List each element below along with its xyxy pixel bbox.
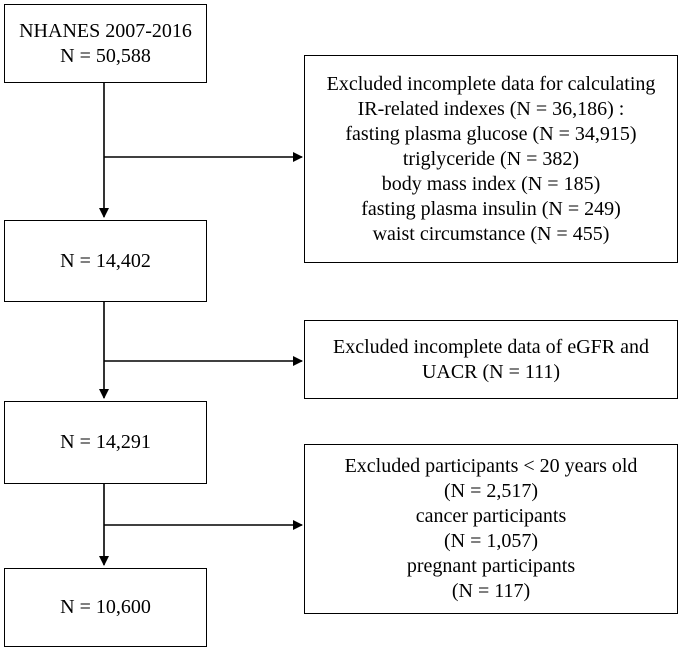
start-box xyxy=(4,4,207,83)
exclusion3-line: (N = 1,057) xyxy=(443,530,539,552)
step1-box xyxy=(4,220,207,302)
exclusion1-line: body mass index (N = 185) xyxy=(381,172,601,195)
start-count: N = 50,588 xyxy=(60,44,151,67)
exclusion3-line: Excluded participants < 20 years old xyxy=(344,455,638,477)
step1-count: N = 14,402 xyxy=(60,249,151,272)
exclusion3-box xyxy=(304,444,678,614)
exclusion1-box xyxy=(304,55,678,263)
final-box xyxy=(4,568,207,647)
final-count: N = 10,600 xyxy=(60,596,151,618)
exclusion1-line: fasting plasma glucose (N = 34,915) xyxy=(345,122,637,145)
exclusion1-line: fasting plasma insulin (N = 249) xyxy=(361,197,621,220)
exclusion3-line: pregnant participants xyxy=(406,555,576,577)
step2-box xyxy=(4,401,207,484)
exclusion1-line: waist circumstance (N = 455) xyxy=(372,222,610,245)
exclusion1-line: triglyceride (N = 382) xyxy=(402,147,580,170)
exclusion1-line: IR-related indexes (N = 36,186) : xyxy=(357,97,625,120)
exclusion2-line: Excluded incomplete data of eGFR and xyxy=(332,335,649,358)
exclusion1-line: Excluded incomplete data for calculating xyxy=(326,72,656,95)
exclusion3-line: (N = 2,517) xyxy=(443,480,539,502)
step2-count: N = 14,291 xyxy=(60,431,151,453)
exclusion3-line: cancer participants xyxy=(415,505,567,527)
exclusion2-line: UACR (N = 111) xyxy=(421,360,561,383)
start-title: NHANES 2007-2016 xyxy=(19,19,192,42)
exclusion2-box xyxy=(304,320,678,399)
exclusion3-line: (N = 117) xyxy=(451,580,531,602)
